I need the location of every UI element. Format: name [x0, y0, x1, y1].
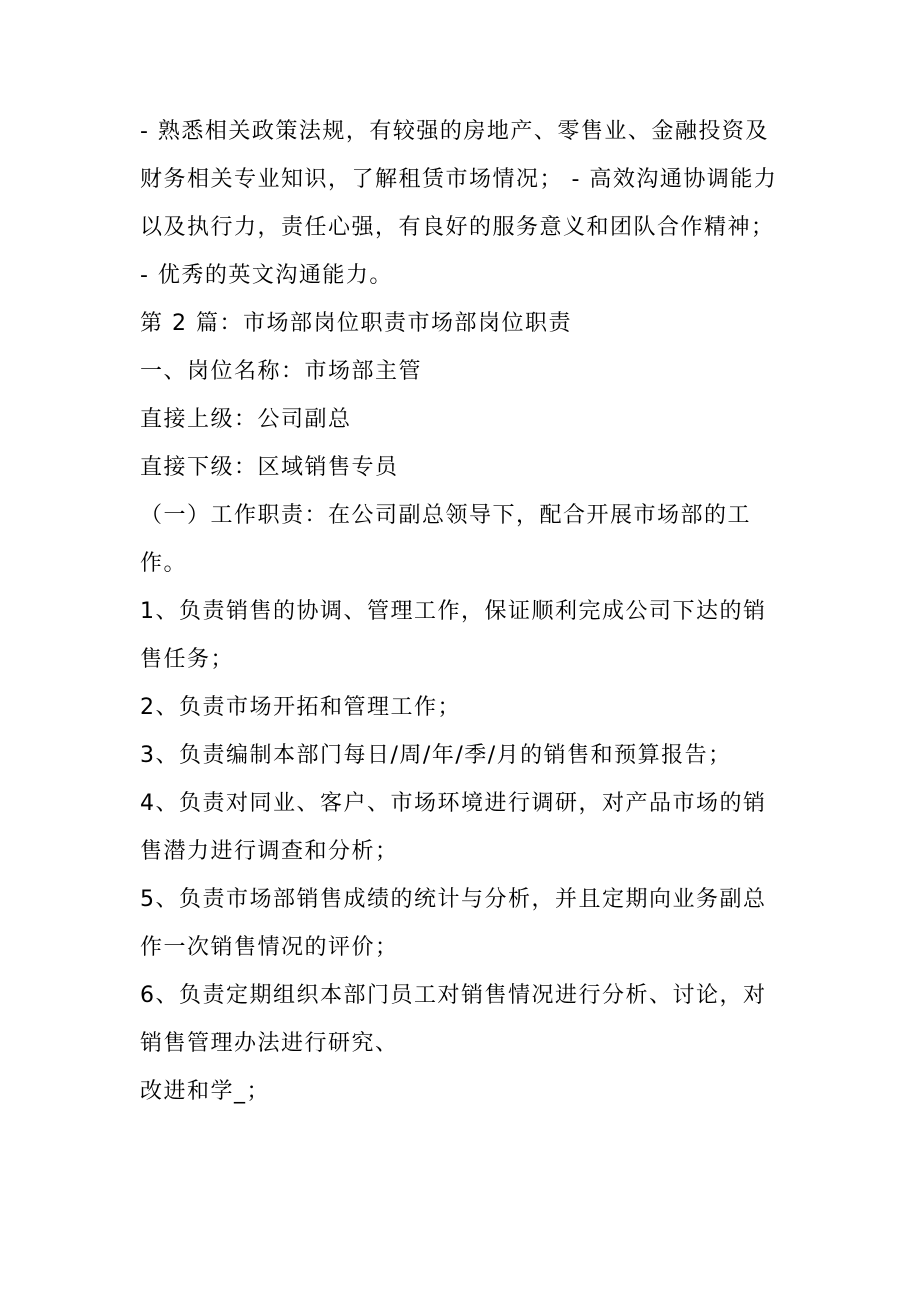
duties-heading: （一）工作职责：在公司副总领导下，配合开展市场部的工作。	[140, 503, 752, 576]
duty-item-3: 3、负责编制本部门每日/周/年/季/月的销售和预算报告；	[140, 743, 732, 768]
duty-item-4: 4、负责对同业、客户、市场环境进行调研，对产品市场的销售潜力进行调查和分析；	[140, 791, 767, 864]
document-body	[140, 108, 785, 1116]
section-title: 第 2 篇：市场部岗位职责市场部岗位职责	[140, 311, 572, 336]
paragraph-requirements-english: - 优秀的英文沟通能力。	[140, 263, 393, 288]
duty-item-6-continued: 改进和学_；	[140, 1079, 271, 1104]
duty-item-2: 2、负责市场开拓和管理工作；	[140, 695, 461, 720]
duty-item-6: 6、负责定期组织本部门员工对销售情况进行分析、讨论，对销售管理办法进行研究、	[140, 983, 767, 1056]
direct-superior: 直接上级：公司副总	[140, 407, 352, 432]
paragraph-requirements-knowledge: - 熟悉相关政策法规，有较强的房地产、零售业、金融投资及财务相关专业知识，了解租赁市场情况； - 高效沟通协调能力以及执行力，责任心强，有良好的服务意义和团队合作精神；	[140, 119, 778, 240]
position-name: 一、岗位名称：市场部主管	[140, 359, 423, 384]
duty-item-5: 5、负责市场部销售成绩的统计与分析，并且定期向业务副总作一次销售情况的评价；	[140, 887, 767, 960]
duty-item-1: 1、负责销售的协调、管理工作，保证顺利完成公司下达的销售任务；	[140, 599, 767, 672]
direct-subordinate: 直接下级：区域销售专员	[140, 455, 399, 480]
